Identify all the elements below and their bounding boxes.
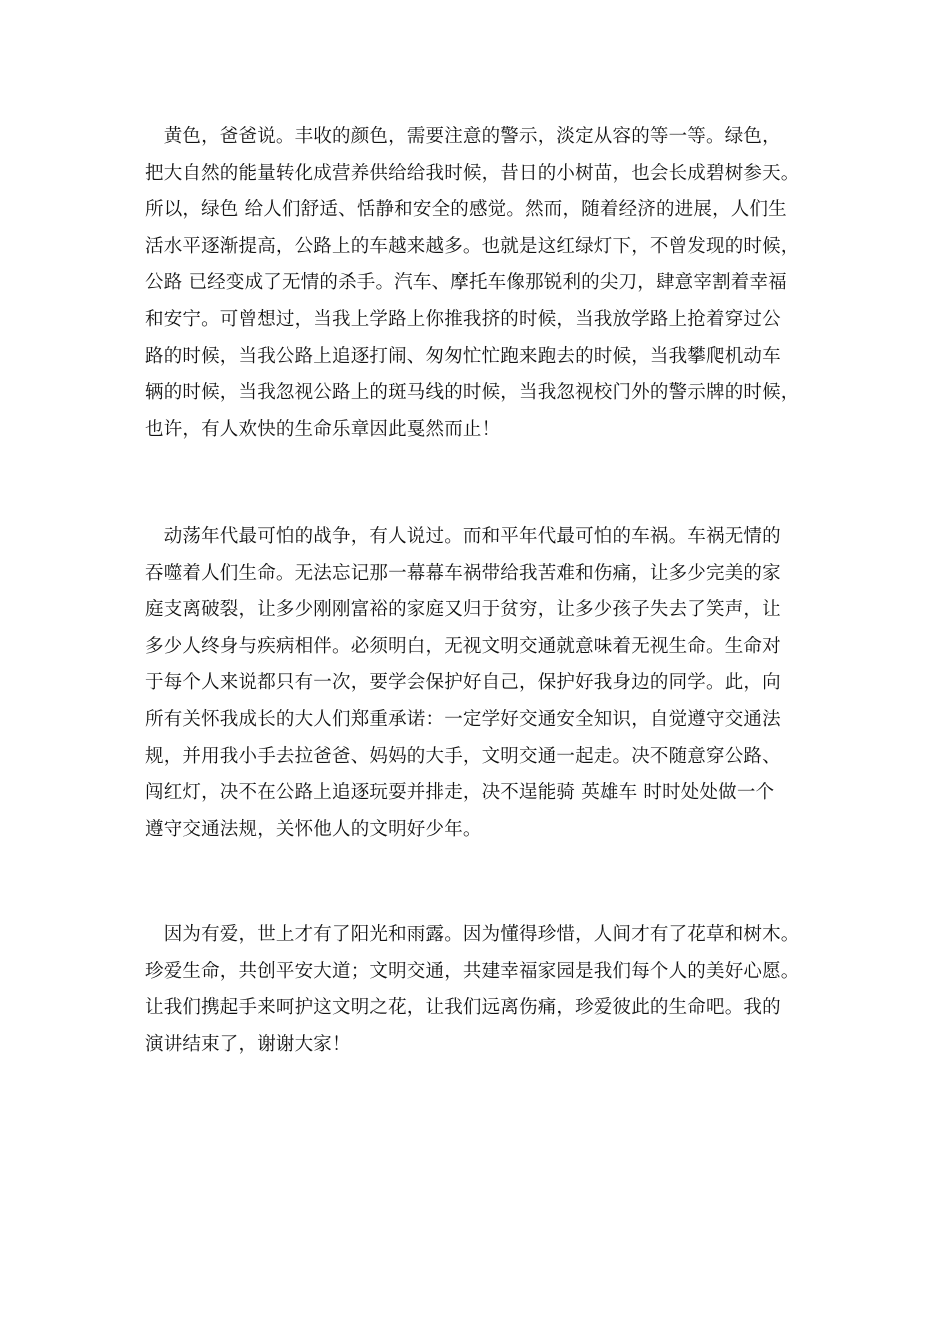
text-line: 把大自然的能量转化成营养供给给我时候，昔日的小树苗，也会长成碧树参天。 — [145, 162, 800, 184]
text-line: 所有关怀我成长的大人们郑重承诺：一定学好交通安全知识，自觉遵守交通法 — [145, 708, 781, 730]
text-line: 珍爱生命，共创平安大道；文明交通，共建幸福家园是我们每个人的美好心愿。 — [145, 960, 800, 982]
text-line: 庭支离破裂，让多少刚刚富裕的家庭又归于贫穷，让多少孩子失去了笑声，让 — [145, 599, 781, 621]
text-line: 吞噬着人们生命。无法忘记那一幕幕车祸带给我苦难和伤痛，让多少完美的家 — [145, 562, 781, 584]
text-line: 公路 已经变成了无情的杀手。汽车、摩托车像那锐利的尖刀，肆意宰割着幸福 — [145, 272, 787, 294]
text-line: 所以，绿色 给人们舒适、恬静和安全的感觉。然而，随着经济的进展，人们生 — [145, 199, 787, 221]
text-line: 规，并用我小手去拉爸爸、妈妈的大手，文明交通一起走。决不随意穿公路、 — [145, 745, 781, 767]
paragraph-3 — [145, 917, 811, 1063]
text-line: 活水平逐渐提高，公路上的车越来越多。也就是这红绿灯下，不曾发现的时候， — [145, 235, 800, 257]
text-line: 多少人终身与疾病相伴。必须明白，无视文明交通就意味着无视生命。生命对 — [145, 635, 781, 657]
text-line: 遵守交通法规，关怀他人的文明好少年。 — [145, 818, 482, 840]
paragraph-1 — [145, 119, 811, 448]
text-line: 动荡年代最可怕的战争，有人说过。而和平年代最可怕的车祸。车祸无情的 — [145, 526, 781, 547]
text-line: 演讲结束了，谢谢大家！ — [145, 1033, 351, 1055]
text-line: 和安宁。可曾想过，当我上学路上你推我挤的时候，当我放学路上抢着穿过公 — [145, 308, 781, 330]
text-line: 路的时候，当我公路上追逐打闹、匆匆忙忙跑来跑去的时候，当我攀爬机动车 — [145, 345, 781, 367]
text-line: 辆的时候，当我忽视公路上的斑马线的时候，当我忽视校门外的警示牌的时候， — [145, 382, 800, 404]
text-line: 因为有爱，世上才有了阳光和雨露。因为懂得珍惜，人间才有了花草和树木。 — [145, 924, 800, 945]
text-line: 于每个人来说都只有一次，要学会保护好自己，保护好我身边的同学。此，向 — [145, 672, 781, 694]
paragraph-2 — [145, 519, 811, 848]
text-line: 也许，有人欢快的生命乐章因此戛然而止！ — [145, 418, 501, 440]
text-line: 黄色，爸爸说。丰收的颜色，需要注意的警示，淡定从容的等一等。绿色， — [145, 126, 781, 147]
text-line: 闯红灯，决不在公路上追逐玩耍并排走，决不逞能骑 英雄车 时时处处做一个 — [145, 782, 775, 804]
text-line: 让我们携起手来呵护这文明之花，让我们远离伤痛，珍爱彼此的生命吧。我的 — [145, 997, 781, 1019]
